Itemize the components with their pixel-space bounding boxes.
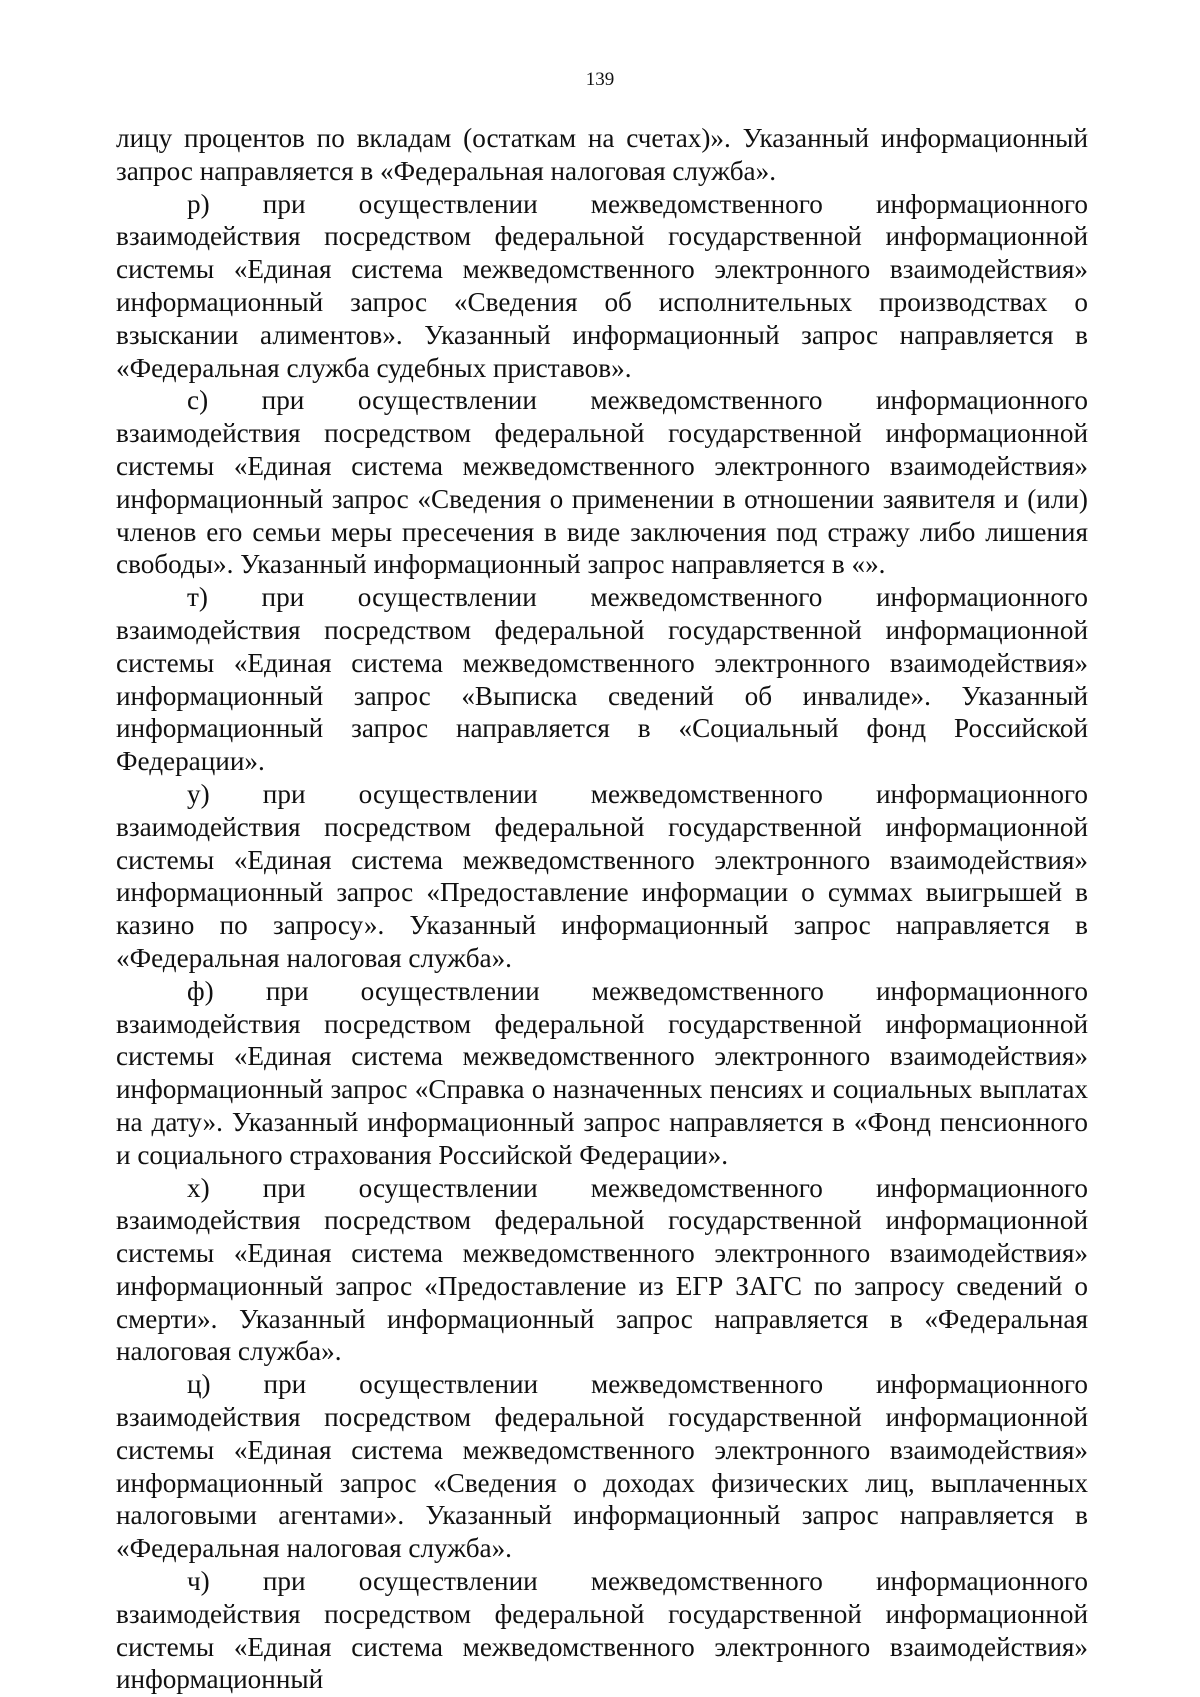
paragraph-item-s: с) при осуществлении межведомственного информационного взаимодействия посредством федеральной государственной информационной системы «Единая система межведомственного электронного взаимодействия» информационный запрос «Сведения о применении в отношении заявителя и (или) членов его семьи меры пресечения в виде заключения под стражу либо лишения свободы». Указанный информационный запрос направляется в «». — [116, 385, 1088, 580]
paragraph-continuation: лицу процентов по вкладам (остаткам на счетах)». Указанный информационный запрос направляется в «Федеральная налоговая служба». — [116, 123, 1088, 186]
paragraph-item-u: у) при осуществлении межведомственного информационного взаимодействия посредством федеральной государственной информационной системы «Единая система межведомственного электронного взаимодействия» информационный запрос «Предоставление информации о суммах выигрышей в казино по запросу». Указанный информационный запрос направляется в «Федеральная налоговая служба». — [116, 778, 1088, 973]
document-body — [116, 122, 1088, 1696]
paragraph-item-r: р) при осуществлении межведомственного информационного взаимодействия посредством федеральной государственной информационной системы «Единая система межведомственного электронного взаимодействия» информационный запрос «Сведения об исполнительных производствах о взыскании алиментов». Указанный информационный запрос направляется в «Федеральная служба судебных приставов». — [116, 188, 1088, 383]
paragraph-item-ch: ч) при осуществлении межведомственного информационного взаимодействия посредством федеральной государственной информационной системы «Единая система межведомственного электронного взаимодействия» информационный — [116, 1566, 1088, 1695]
paragraph-item-f: ф) при осуществлении межведомственного информационного взаимодействия посредством федеральной государственной информационной системы «Единая система межведомственного электронного взаимодействия» информационный запрос «Справка о назначенных пенсиях и социальных выплатах на дату». Указанный информационный запрос направляется в «Фонд пенсионного и социального страхования Российской Федерации». — [116, 975, 1088, 1170]
paragraph-item-t: т) при осуществлении межведомственного информационного взаимодействия посредством федеральной государственной информационной системы «Единая система межведомственного электронного взаимодействия» информационный запрос «Выписка сведений об инвалиде». Указанный информационный запрос направляется в «Социальный фонд Российской Федерации». — [116, 582, 1088, 777]
page-number: 139 — [585, 69, 615, 90]
paragraph-item-ts: ц) при осуществлении межведомственного информационного взаимодействия посредством федеральной государственной информационной системы «Единая система межведомственного электронного взаимодействия» информационный запрос «Сведения о доходах физических лиц, выплаченных налоговыми агентами». Указанный информационный запрос направляется в «Федеральная налоговая служба». — [116, 1369, 1088, 1564]
paragraph-item-kh: х) при осуществлении межведомственного информационного взаимодействия посредством федеральной государственной информационной системы «Единая система межведомственного электронного взаимодействия» информационный запрос «Предоставление из ЕГР ЗАГС по запросу сведений о смерти». Указанный информационный запрос направляется в «Федеральная налоговая служба». — [116, 1172, 1088, 1367]
